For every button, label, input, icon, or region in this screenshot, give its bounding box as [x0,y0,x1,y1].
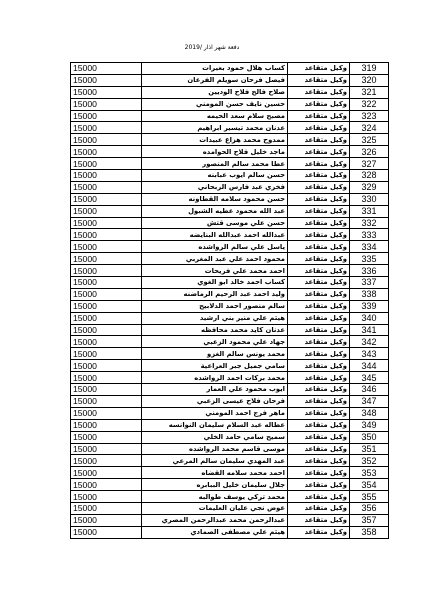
number-cell: 319 [350,63,389,75]
number-cell: 337 [350,277,389,289]
rank-cell: وكيل متقاعد [288,360,350,372]
amount-cell: 15000 [71,312,142,324]
amount-cell: 15000 [71,360,142,372]
amount-cell: 15000 [71,395,142,407]
rank-cell: وكيل متقاعد [288,502,350,514]
number-cell: 335 [350,253,389,265]
table-row [71,502,389,514]
rank-cell: وكيل متقاعد [288,395,350,407]
name-cell: ممدوح محمد هزاع عبيدات [142,134,288,146]
number-cell: 339 [350,300,389,312]
amount-cell: 15000 [71,514,142,526]
name-cell: محمد تركي يوسف طوالبه [142,491,288,503]
rank-cell: وكيل متقاعد [288,348,350,360]
rank-cell: وكيل متقاعد [288,217,350,229]
name-cell: عبد الله محمود عطيه الشبول [142,205,288,217]
table-row [71,526,389,538]
rank-cell: وكيل متقاعد [288,265,350,277]
name-cell: موسى قاسم محمد الرواشده [142,443,288,455]
amount-cell: 15000 [71,158,142,170]
name-cell: جهاد علي محمود الزعبي [142,336,288,348]
table-row [71,300,389,312]
amount-cell: 15000 [71,217,142,229]
name-cell: عطا محمد سالم المنصور [142,158,288,170]
name-cell: حسن سالم ايوب عبابنه [142,170,288,182]
table-row [71,229,389,241]
table-row [71,455,389,467]
table-row [71,277,389,289]
number-cell: 355 [350,491,389,503]
table-row [71,384,389,396]
table-row [71,63,389,75]
amount-cell: 15000 [71,455,142,467]
amount-cell: 15000 [71,324,142,336]
table-row [71,181,389,193]
number-cell: 343 [350,348,389,360]
rank-cell: وكيل متقاعد [288,86,350,98]
name-cell: سامي جميل جبر العراعية [142,360,288,372]
name-cell: ايوب محمود علي العمار [142,384,288,396]
name-cell: محمد يونس سالم الغزو [142,348,288,360]
rank-cell: وكيل متقاعد [288,300,350,312]
rank-cell: وكيل متقاعد [288,122,350,134]
name-cell: هيثم علي مصطفى الصمادي [142,526,288,538]
rank-cell: وكيل متقاعد [288,146,350,158]
table-row [71,312,389,324]
name-cell: مصبح سلام سعد الحيمه [142,110,288,122]
name-cell: حسين نايف حسن المومني [142,98,288,110]
number-cell: 350 [350,431,389,443]
name-cell: كساب هلال حمود بعيرات [142,63,288,75]
rank-cell: وكيل متقاعد [288,170,350,182]
name-cell: وليد احمد عبد الرحيم الرماضنه [142,288,288,300]
rank-cell: وكيل متقاعد [288,253,350,265]
number-cell: 332 [350,217,389,229]
rank-cell: وكيل متقاعد [288,467,350,479]
page-header: دفعة شهر اذار /2019 [184,44,240,51]
rank-cell: وكيل متقاعد [288,431,350,443]
name-cell: صلاح فالح فلاح الوديين [142,86,288,98]
name-cell: سالم منصور احمد الدلابيح [142,300,288,312]
payment-table [70,62,389,539]
amount-cell: 15000 [71,431,142,443]
rank-cell: وكيل متقاعد [288,384,350,396]
rank-cell: وكيل متقاعد [288,312,350,324]
rank-cell: وكيل متقاعد [288,158,350,170]
amount-cell: 15000 [71,86,142,98]
rank-cell: وكيل متقاعد [288,63,350,75]
table-row [71,491,389,503]
amount-cell: 15000 [71,181,142,193]
number-cell: 334 [350,241,389,253]
amount-cell: 15000 [71,98,142,110]
table-row [71,122,389,134]
name-cell: حسن محمود سلامه القطاونه [142,193,288,205]
table-row [71,86,389,98]
name-cell: ماهر فرج احمد المومني [142,407,288,419]
name-cell: كساب احمد خالد ابو الغوي [142,277,288,289]
table-row [71,288,389,300]
amount-cell: 15000 [71,241,142,253]
table-row [71,98,389,110]
amount-cell: 15000 [71,110,142,122]
amount-cell: 15000 [71,336,142,348]
rank-cell: وكيل متقاعد [288,514,350,526]
amount-cell: 15000 [71,193,142,205]
amount-cell: 15000 [71,205,142,217]
amount-cell: 15000 [71,253,142,265]
amount-cell: 15000 [71,384,142,396]
number-cell: 326 [350,146,389,158]
number-cell: 354 [350,479,389,491]
table-row [71,324,389,336]
table-row [71,443,389,455]
number-cell: 336 [350,265,389,277]
number-cell: 348 [350,407,389,419]
rank-cell: وكيل متقاعد [288,98,350,110]
table-row [71,241,389,253]
table-row [71,419,389,431]
amount-cell: 15000 [71,419,142,431]
rank-cell: وكيل متقاعد [288,193,350,205]
amount-cell: 15000 [71,146,142,158]
number-cell: 356 [350,502,389,514]
amount-cell: 15000 [71,265,142,277]
rank-cell: وكيل متقاعد [288,241,350,253]
rank-cell: وكيل متقاعد [288,74,350,86]
number-cell: 329 [350,181,389,193]
number-cell: 346 [350,384,389,396]
amount-cell: 15000 [71,63,142,75]
number-cell: 333 [350,229,389,241]
name-cell: ماجد خليل فلاح الحوامده [142,146,288,158]
table-row [71,395,389,407]
amount-cell: 15000 [71,288,142,300]
table-row [71,74,389,86]
table-row [71,110,389,122]
table-row [71,170,389,182]
rank-cell: وكيل متقاعد [288,455,350,467]
amount-cell: 15000 [71,491,142,503]
rank-cell: وكيل متقاعد [288,479,350,491]
table-row [71,336,389,348]
number-cell: 357 [350,514,389,526]
table-row [71,158,389,170]
rank-cell: وكيل متقاعد [288,277,350,289]
number-cell: 330 [350,193,389,205]
name-cell: عوض نجي عليان العليمات [142,502,288,514]
name-cell: عبدالرحمن محمد عبدالرحمن المصري [142,514,288,526]
name-cell: محمد بركات احمد الرواشده [142,372,288,384]
table-row [71,146,389,158]
rank-cell: وكيل متقاعد [288,419,350,431]
name-cell: محمود احمد علي عبد المغربي [142,253,288,265]
name-cell: فرحان فلاح عيسى الزعبي [142,395,288,407]
number-cell: 331 [350,205,389,217]
amount-cell: 15000 [71,134,142,146]
name-cell: ياسل علي سالم الرواشده [142,241,288,253]
rank-cell: وكيل متقاعد [288,491,350,503]
number-cell: 347 [350,395,389,407]
number-cell: 351 [350,443,389,455]
rank-cell: وكيل متقاعد [288,288,350,300]
rank-cell: وكيل متقاعد [288,372,350,384]
rank-cell: وكيل متقاعد [288,336,350,348]
name-cell: حسن علي موسى قتش [142,217,288,229]
amount-cell: 15000 [71,479,142,491]
name-cell: سميح سامي حامد الخلي [142,431,288,443]
number-cell: 341 [350,324,389,336]
amount-cell: 15000 [71,348,142,360]
table-row [71,348,389,360]
name-cell: فخري عبد فارس الربحاني [142,181,288,193]
number-cell: 344 [350,360,389,372]
table-row [71,360,389,372]
table-row [71,265,389,277]
name-cell: احمد محمد سلامه القضاه [142,467,288,479]
rank-cell: وكيل متقاعد [288,443,350,455]
rank-cell: وكيل متقاعد [288,205,350,217]
name-cell: عطاله عبد السلام سليمان النوانسه [142,419,288,431]
number-cell: 320 [350,74,389,86]
table-body [71,63,389,539]
table-row [71,431,389,443]
name-cell: عبدالله احمد عبدالله البنايضه [142,229,288,241]
number-cell: 324 [350,122,389,134]
number-cell: 342 [350,336,389,348]
amount-cell: 15000 [71,170,142,182]
name-cell: احمد محمد علي فريحات [142,265,288,277]
table-row [71,479,389,491]
number-cell: 358 [350,526,389,538]
number-cell: 345 [350,372,389,384]
number-cell: 352 [350,455,389,467]
rank-cell: وكيل متقاعد [288,110,350,122]
number-cell: 349 [350,419,389,431]
amount-cell: 15000 [71,74,142,86]
number-cell: 338 [350,288,389,300]
amount-cell: 15000 [71,372,142,384]
amount-cell: 15000 [71,526,142,538]
rank-cell: وكيل متقاعد [288,407,350,419]
name-cell: جلال سليمان خليل الببابره [142,479,288,491]
table-row [71,407,389,419]
table-row [71,205,389,217]
name-cell: عدنان كايد محمد محافظه [142,324,288,336]
rank-cell: وكيل متقاعد [288,181,350,193]
amount-cell: 15000 [71,277,142,289]
number-cell: 322 [350,98,389,110]
rank-cell: وكيل متقاعد [288,526,350,538]
amount-cell: 15000 [71,407,142,419]
table-row [71,217,389,229]
amount-cell: 15000 [71,467,142,479]
name-cell: هيثم علي منير بني ارشيد [142,312,288,324]
rank-cell: وكيل متقاعد [288,134,350,146]
amount-cell: 15000 [71,502,142,514]
name-cell: فيصل فرحان سويلم الفرعان [142,74,288,86]
number-cell: 340 [350,312,389,324]
amount-cell: 15000 [71,443,142,455]
name-cell: عدنان محمد تيسير ابراهيم [142,122,288,134]
number-cell: 321 [350,86,389,98]
number-cell: 323 [350,110,389,122]
table-row [71,134,389,146]
table-row [71,253,389,265]
name-cell: عبد المهدي سليمان سالم المرعي [142,455,288,467]
rank-cell: وكيل متقاعد [288,324,350,336]
number-cell: 327 [350,158,389,170]
number-cell: 353 [350,467,389,479]
table-row [71,467,389,479]
table-row [71,193,389,205]
table-row [71,372,389,384]
amount-cell: 15000 [71,229,142,241]
rank-cell: وكيل متقاعد [288,229,350,241]
amount-cell: 15000 [71,300,142,312]
number-cell: 328 [350,170,389,182]
amount-cell: 15000 [71,122,142,134]
table-row [71,514,389,526]
number-cell: 325 [350,134,389,146]
